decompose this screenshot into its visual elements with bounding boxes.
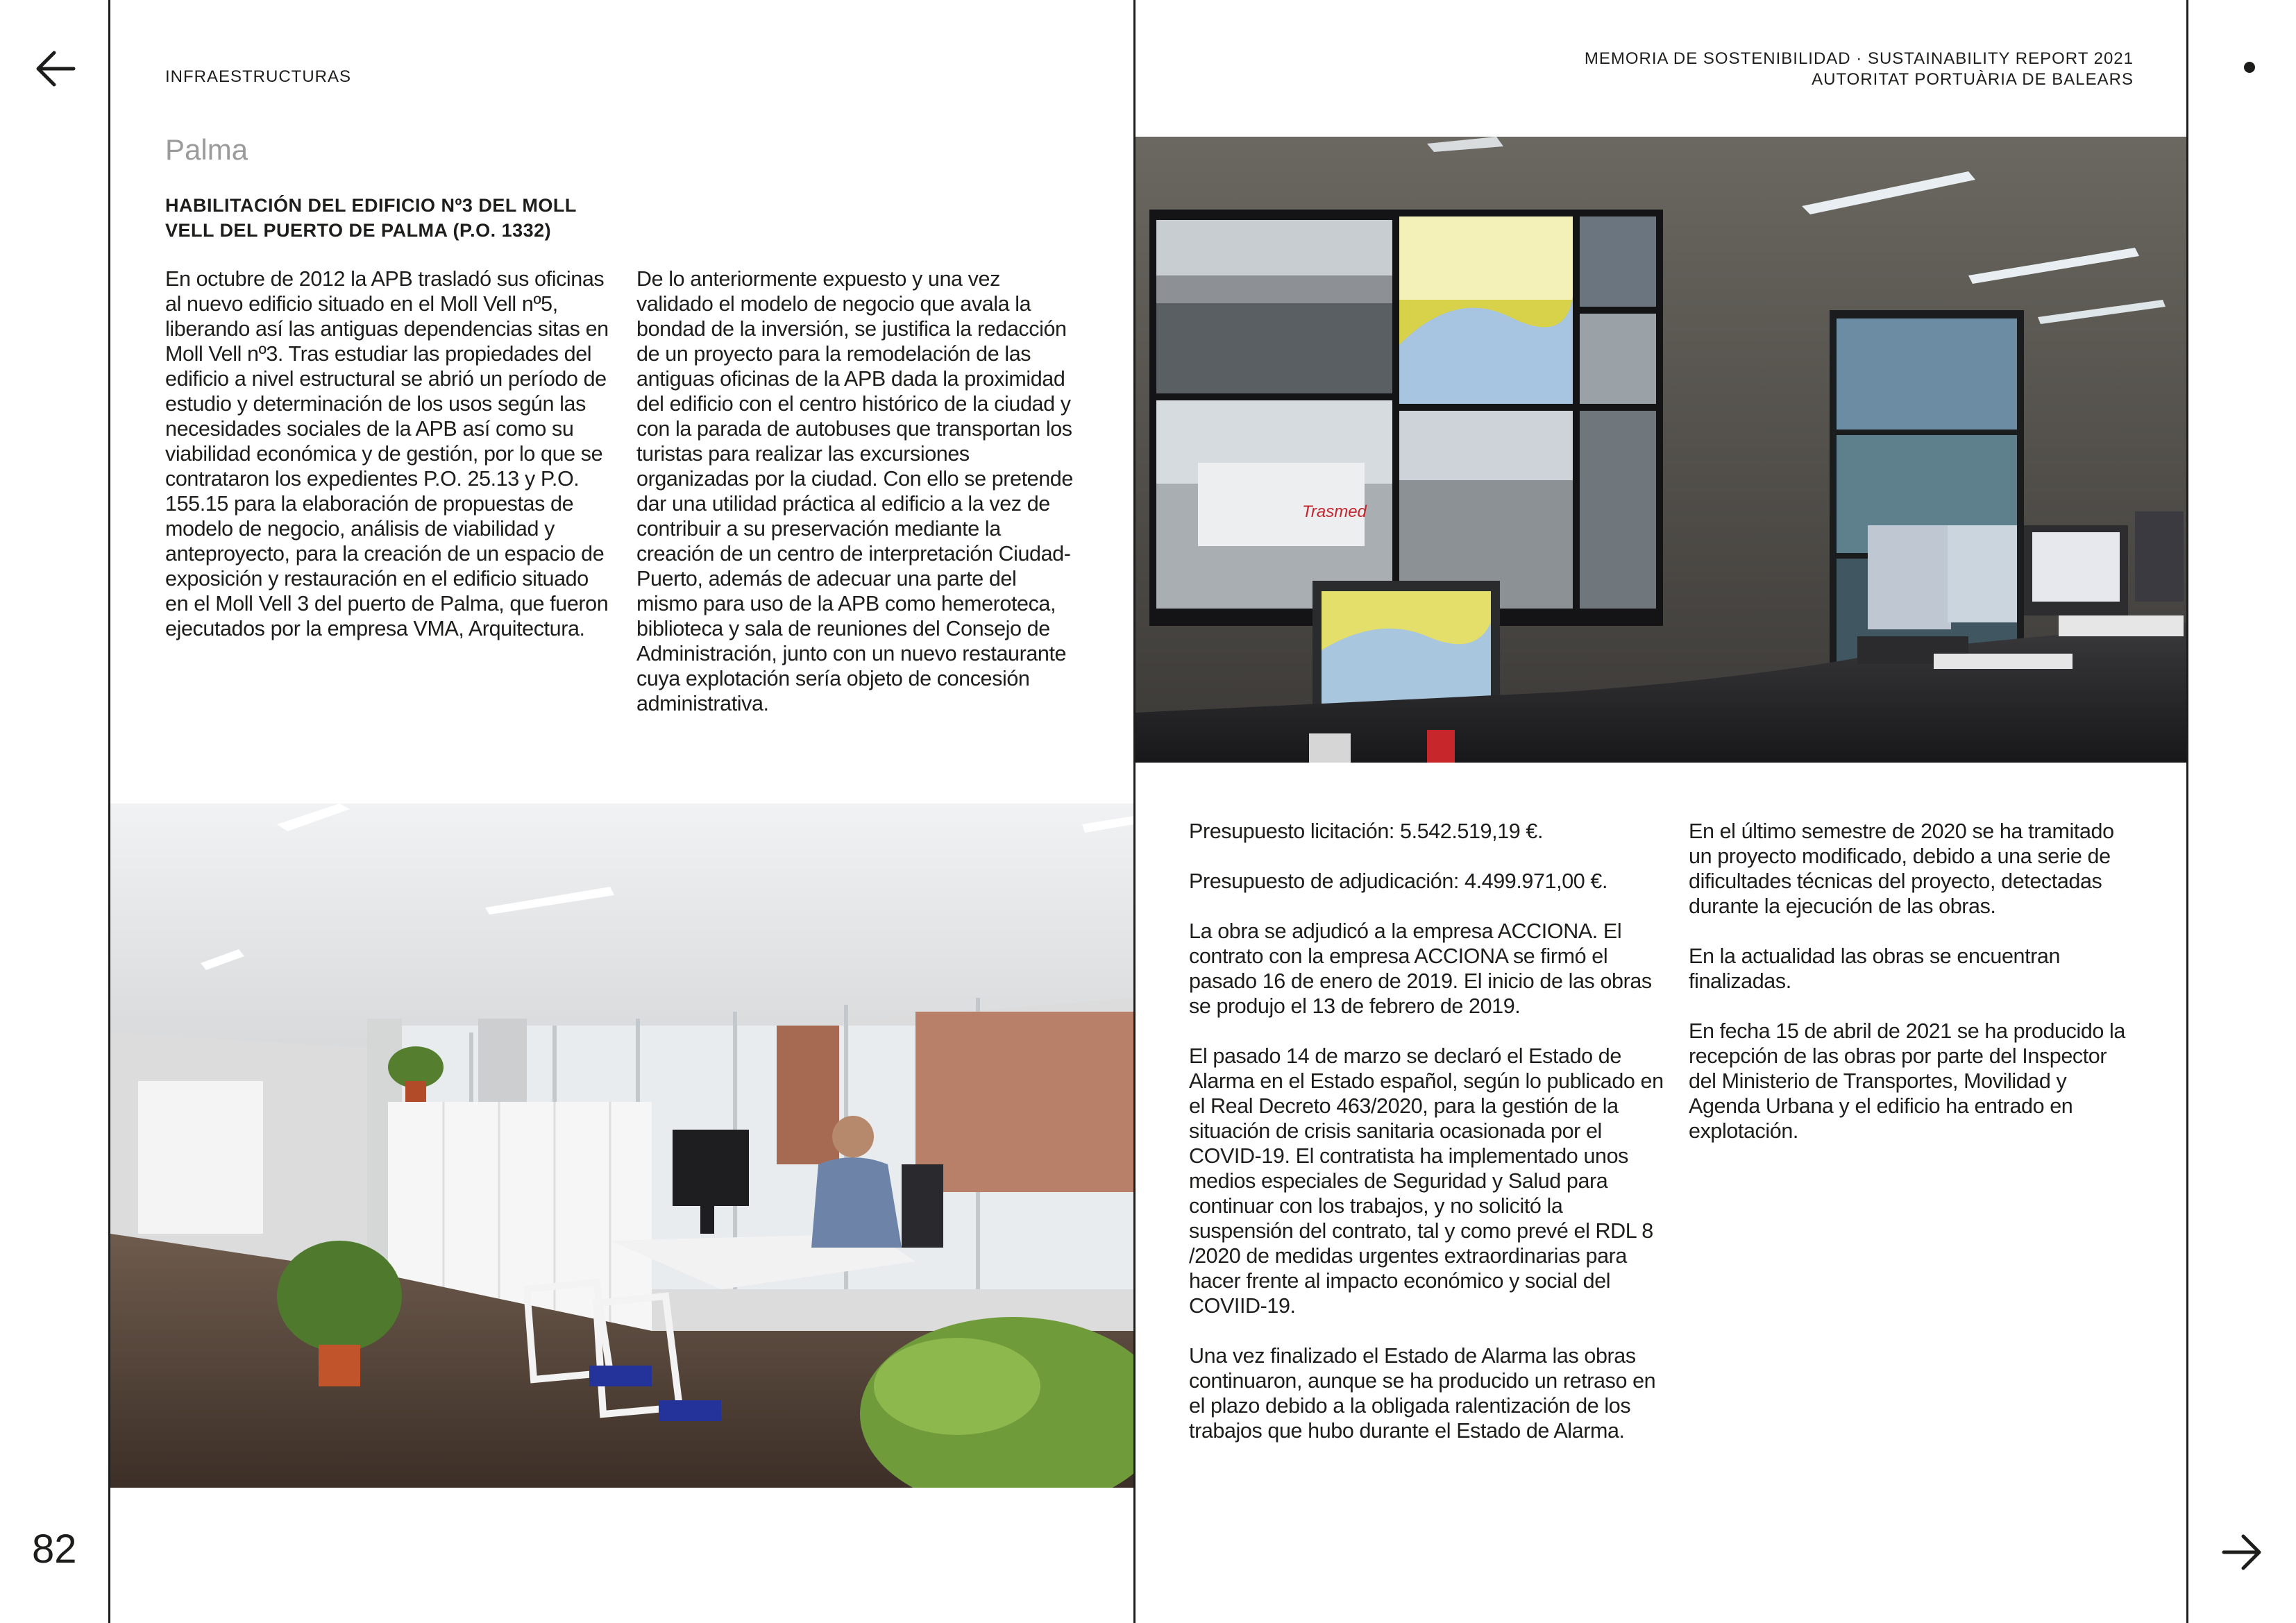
report-publisher: AUTORITAT PORTUÀRIA DE BALEARS (1812, 70, 2134, 89)
right-margin-rule (2186, 0, 2188, 1623)
left-text-column-1 (165, 266, 609, 666)
city-heading: Palma (165, 133, 248, 166)
left-text-column-2 (636, 266, 1074, 741)
right-text-column-2 (1689, 819, 2133, 1169)
report-header (1585, 49, 2134, 90)
paragraph: Una vez finalizado el Estado de Alarma las obras continuaron, aunque se ha producido un retraso en el plazo debido a la obligada ralentización de los trabajos que hubo durante el Estado de Alarma. (1189, 1344, 1656, 1443)
paragraph: De lo anteriormente expuesto y una vez validado el modelo de negocio que avala la bondad de la inversión, se justifica la redacción de un proyecto para la remodelación de las antiguas oficinas de la APB dada la proximidad del edificio con el centro histórico de la ciudad y con la parada de autobuses que transportan los turistas para realizar las excursiones organizadas por la ciudad. Con ello se pretende dar una utilidad práctica al edificio a la vez de contribuir a su preservación mediante la creación de un centro de interpretación Ciudad-Puerto, además de adecuar una parte del mismo para uso de la APB como hemeroteca, biblioteca y sala de reuniones del Consejo de Administración, junto con un nuevo restaurante cuya explotación sería objeto de concesión administrativa. (636, 267, 1073, 715)
bullet-dot-icon (2244, 62, 2255, 73)
arrow-right-icon[interactable] (2221, 1533, 2263, 1571)
paragraph: En el último semestre de 2020 se ha tramitado un proyecto modificado, debido a una serie de dificultades técnicas del proyecto, detectadas durante la ejecución de las obras. (1689, 819, 2114, 918)
paragraph: La obra se adjudicó a la empresa ACCIONA. El contrato con la empresa ACCIONA se firmó el pasado 16 de enero de 2019. El inicio de las obras se produjo el 13 de febrero de 2019. (1189, 919, 1652, 1018)
right-text-column-1 (1189, 819, 1668, 1468)
arrow-left-icon[interactable] (35, 50, 76, 87)
paragraph: El pasado 14 de marzo se declaró el Estado de Alarma en el Estado español, según lo publicado en el Real Decreto 463/2020, para la gestión de la situación de crisis sanitaria ocasionada por el COVID-19. El contratista ha implementado unos medios especiales de Seguridad y Salud para continuar con los trabajos, y no solicitó la suspensión del contrato, tal y como prevé el RDL 8 /2020 de medidas urgentes extraordinarias para hacer frente al impacto económico y social del COVIID-19. (1189, 1044, 1664, 1318)
control-room-photo (1136, 137, 2186, 763)
report-title: MEMORIA DE SOSTENIBILIDAD · SUSTAINABILITY REPORT 2021 (1584, 49, 2134, 68)
page-number: 82 (32, 1527, 77, 1572)
section-label: INFRAESTRUCTURAS (165, 67, 352, 86)
paragraph: En octubre de 2012 la APB trasladó sus oficinas al nuevo edificio situado en el Moll Vell nº5, liberando así las antiguas dependencias sitas en Moll Vell nº3. Tras estudiar las propiedades del edificio a nivel estructural se abrió un período de estudio y determinación de los usos según las necesidades sociales de la APB así como su viabilidad económica y de gestión, por lo que se contrataron los expedientes P.O. 25.13 y P.O. 155.15 para la elaboración de propuestas de modelo de negocio, análisis de viabilidad y anteproyecto, para la creación de un espacio de exposición y restauración en el edificio situado en el Moll Vell 3 del puerto de Palma, que fueron ejecutados por la empresa VMA, Arquitectura. (165, 267, 609, 640)
trasmed-label: Trasmed (1302, 502, 1367, 521)
office-photo (110, 804, 1133, 1488)
paragraph: En la actualidad las obras se encuentran finalizadas. (1689, 944, 2061, 993)
paragraph: Presupuesto licitación: 5.542.519,19 €. (1189, 819, 1544, 843)
article-title: HABILITACIÓN DEL EDIFICIO Nº3 DEL MOLL VELL DEL PUERTO DE PALMA (P.O. 1332) (165, 195, 577, 241)
paragraph: En fecha 15 de abril de 2021 se ha producido la recepción de las obras por parte del Inspector del Ministerio de Transportes, Movilidad y Agenda Urbana y el edificio ha entrado en explotación. (1689, 1019, 2125, 1143)
paragraph: Presupuesto de adjudicación: 4.499.971,00 €. (1189, 869, 1608, 893)
